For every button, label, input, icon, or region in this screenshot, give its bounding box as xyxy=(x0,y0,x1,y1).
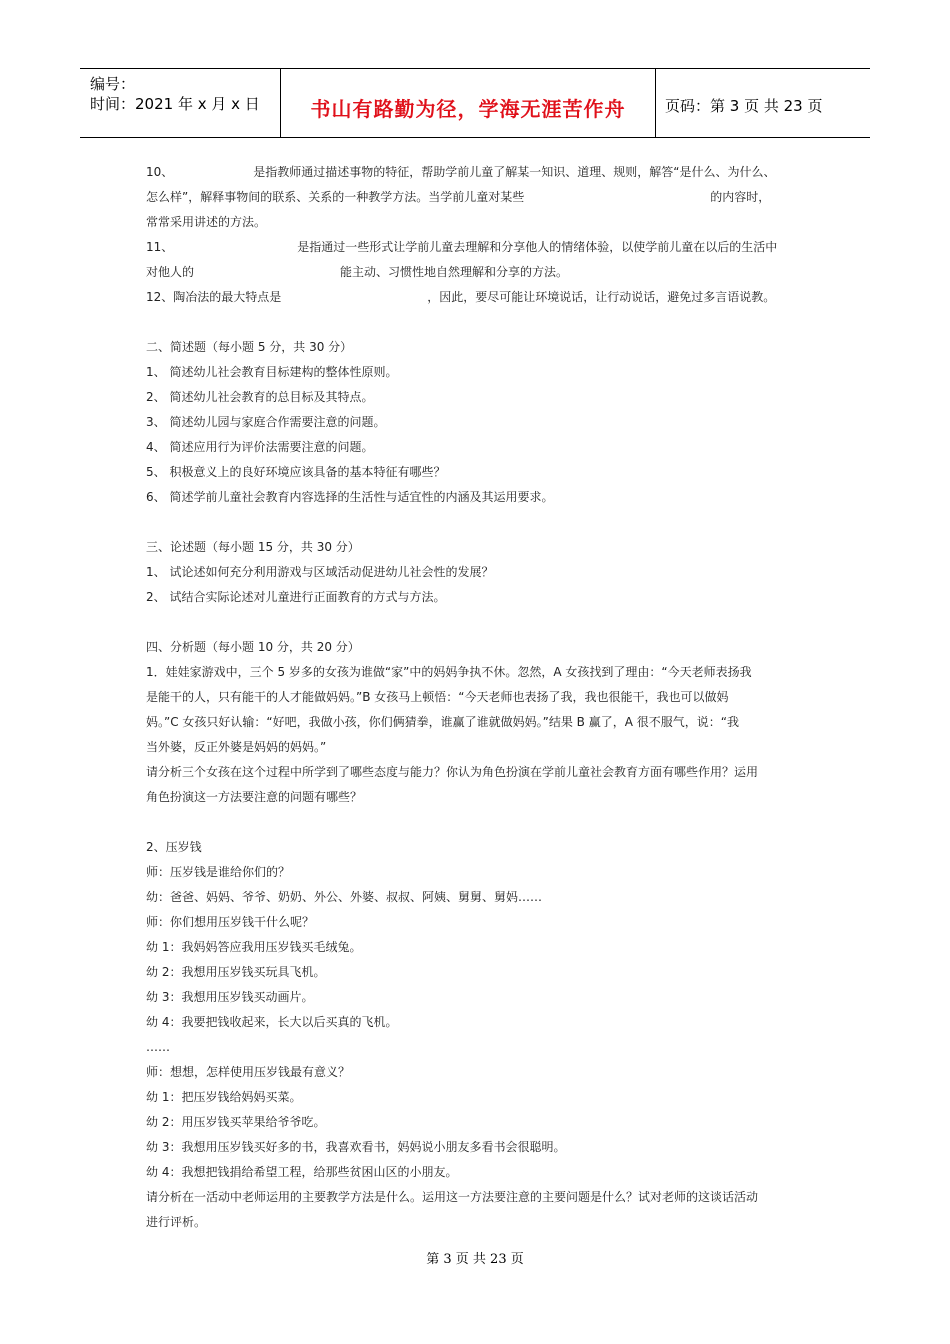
section-title-analysis: 四、分析题（每小题 10 分，共 20 分） xyxy=(146,640,360,654)
question-10-number: 10、 xyxy=(146,165,174,179)
section-title-short-answer: 二、简述题（每小题 5 分，共 30 分） xyxy=(146,340,353,354)
analysis-q1-line: 角色扮演这一方法要注意的问题有哪些？ xyxy=(146,790,363,804)
analysis-q2-line: 幼 2：我想用压岁钱买玩具飞机。 xyxy=(146,965,326,979)
analysis-q2-line: 2、压岁钱 xyxy=(146,840,202,854)
doc-number-label: 编号： xyxy=(90,75,136,93)
page-footer: 第 3 页 共 23 页 xyxy=(426,1252,524,1267)
list-item: 4、 简述应用行为评价法需要注意的问题。 xyxy=(146,440,374,454)
header-meta-cell xyxy=(80,69,280,137)
analysis-q1-line: 当外婆，反正外婆是妈妈的妈妈。” xyxy=(146,740,327,754)
section-title-essay: 三、论述题（每小题 15 分，共 30 分） xyxy=(146,540,360,554)
motto: 书山有路勤为径，学海无涯苦作舟 xyxy=(310,97,626,121)
list-item: 6、 简述学前儿童社会教育内容选择的生活性与适宜性的内涵及其运用要求。 xyxy=(146,490,554,504)
header-motto-cell xyxy=(280,69,656,137)
analysis-q2-line: 幼 3：我想用压岁钱买动画片。 xyxy=(146,990,314,1004)
analysis-q2-line: 请分析在一活动中老师运用的主要教学方法是什么。运用这一方法要注意的主要问题是什么？试对老师的这谈话活动 xyxy=(146,1190,759,1204)
list-item: 2、 简述幼儿社会教育的总目标及其特点。 xyxy=(146,390,374,404)
header-page-cell xyxy=(655,69,870,137)
analysis-q2-line: 幼：爸爸、妈妈、爷爷、奶奶、外公、外婆、叔叔、阿姨、舅舅、舅妈…… xyxy=(146,890,543,904)
analysis-q2-line: 师：压岁钱是谁给你们的？ xyxy=(146,865,291,879)
analysis-q2-line: 幼 4：我要把钱收起来，长大以后买真的飞机。 xyxy=(146,1015,398,1029)
analysis-q2-line: 幼 4：我想把钱捐给希望工程，给那些贫困山区的小朋友。 xyxy=(146,1165,458,1179)
analysis-q2-line: 幼 1：我妈妈答应我用压岁钱买毛绒兔。 xyxy=(146,940,362,954)
analysis-q2-line: 幼 1：把压岁钱给妈妈买菜。 xyxy=(146,1090,302,1104)
analysis-q2-line: 师：想想，怎样使用压岁钱最有意义？ xyxy=(146,1065,351,1079)
analysis-q2-line: …… xyxy=(146,1040,170,1054)
doc-time-label: 时间：2021 年 x 月 x 日 xyxy=(90,95,260,113)
page-header xyxy=(80,68,870,138)
analysis-q2-line: 幼 2：用压岁钱买苹果给爷爷吃。 xyxy=(146,1115,326,1129)
analysis-q1-line: 妈。”C 女孩只好认输：“好吧，我做小孩，你们俩猜拳，谁赢了谁就做妈妈。”结果 B 赢了，A 很不服气，说：“我 xyxy=(146,715,739,729)
analysis-q1-line: 请分析三个女孩在这个过程中所学到了哪些态度与能力？你认为角色扮演在学前儿童社会教育方面有哪些作用？运用 xyxy=(146,765,759,779)
analysis-q2-line: 师：你们想用压岁钱干什么呢？ xyxy=(146,915,315,929)
analysis-q2-line: 幼 3：我想用压岁钱买好多的书，我喜欢看书，妈妈说小朋友多看书会很聪明。 xyxy=(146,1140,566,1154)
list-item: 1、 试论述如何充分利用游戏与区域活动促进幼儿社会性的发展？ xyxy=(146,565,494,579)
analysis-q1-line: 是能干的人，只有能干的人才能做妈妈。”B 女孩马上顿悟：“今天老师也表扬了我，我也很能干，我也可以做妈 xyxy=(146,690,729,704)
question-11-line-2: 对他人的 能主动、习惯性地自然理解和分享的方法。 xyxy=(146,265,569,279)
list-item: 5、 积极意义上的良好环境应该具备的基本特征有哪些？ xyxy=(146,465,446,479)
list-item: 1、 简述幼儿社会教育目标建构的整体性原则。 xyxy=(146,365,398,379)
analysis-q1-line: 1．娃娃家游戏中，三个 5 岁多的女孩为谁做“家”中的妈妈争执不休。忽然，A 女孩找到了理由：“今天老师表扬我 xyxy=(146,665,752,679)
question-11-line-1: 11、 是指通过一些形式让学前儿童去理解和分享他人的情绪体验，以使学前儿童在以后的生活中 xyxy=(146,240,778,254)
question-12-line-1: 12、陶冶法的最大特点是 ，因此，要尽可能让环境说话，让行动说话，避免过多言语说教。 xyxy=(146,290,776,304)
question-10-line-2: 怎么样”，解释事物间的联系、关系的一种教学方法。当学前儿童对某些 的内容时， xyxy=(146,190,771,204)
page-content xyxy=(146,160,816,1235)
question-10-line-1: 10、 是指教师通过描述事物的特征，帮助学前儿童了解某一知识、道理、规则，解答“是什么、为什么、 xyxy=(146,165,776,179)
list-item: 2、 试结合实际论述对儿童进行正面教育的方式与方法。 xyxy=(146,590,446,604)
analysis-q2-line: 进行评析。 xyxy=(146,1215,207,1229)
question-10-line-3: 常常采用讲述的方法。 xyxy=(146,215,267,229)
header-page-label: 页码：第 3 页 共 23 页 xyxy=(665,97,823,115)
list-item: 3、 简述幼儿园与家庭合作需要注意的问题。 xyxy=(146,415,386,429)
question-11-number: 11、 xyxy=(146,240,174,254)
